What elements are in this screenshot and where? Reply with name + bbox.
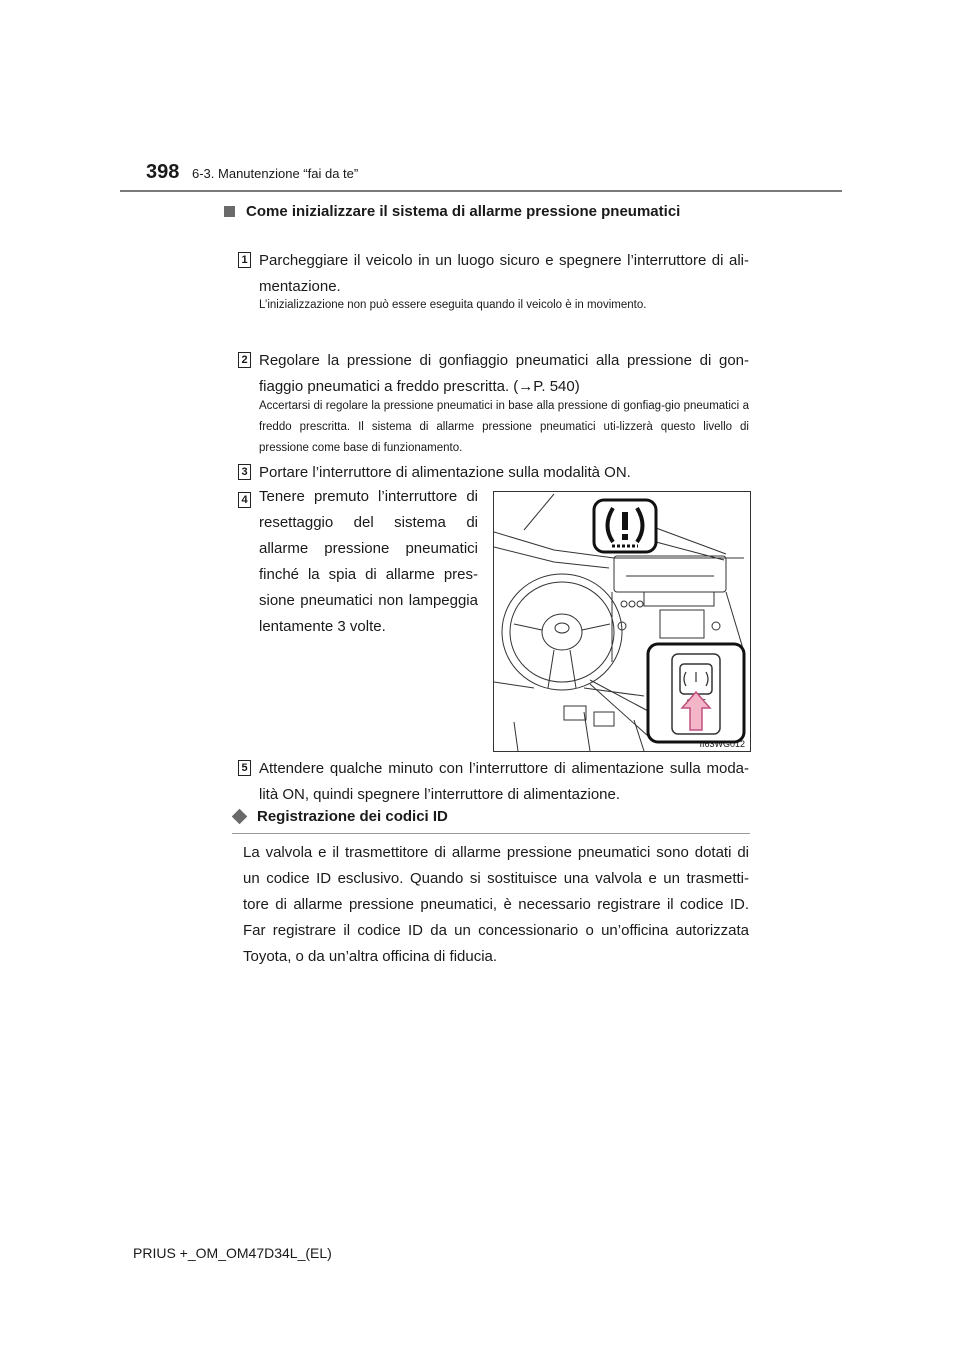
section-heading-text: Come inizializzare il sistema di allarme pressione pneumatici [246, 203, 681, 220]
step-note-1: L’inizializzazione non può essere eseguita quando il veicolo è in movimento. [259, 299, 647, 311]
step-text-5: Attendere qualche minuto con l’interruttore di alimentazione sulla moda-lità ON, quindi spegnere l’interruttore di alimentazione. [259, 760, 749, 803]
subsection-heading-text: Registrazione dei codici ID [257, 808, 448, 825]
step-text-2: Regolare la pressione di gonfiaggio pneumatici alla pressione di gon-fiaggio pneumatici a freddo prescritta. (→P. 540) [259, 352, 749, 395]
section-header: 6-3. Manutenzione “fai da te” [192, 166, 359, 181]
step-number-5: 5 [238, 760, 251, 776]
page-number: 398 [146, 161, 180, 183]
step-text-3: Portare l’interruttore di alimentazione sulla modalità ON. [259, 464, 631, 481]
section-heading [224, 203, 680, 220]
dashboard-drawing [494, 492, 750, 751]
step-text-1: Parcheggiare il veicolo in un luogo sicuro e spegnere l’interruttore di ali-mentazione. [259, 252, 749, 295]
figure-code: II63WG012 [699, 739, 745, 749]
step-number-3: 3 [238, 464, 251, 480]
tire-pressure-warning-icon [594, 500, 656, 552]
subsection-heading [232, 808, 448, 825]
step-number-4: 4 [238, 492, 251, 508]
step-number-2: 2 [238, 352, 251, 368]
header-divider [120, 190, 842, 192]
step-note-2: Accertarsi di regolare la pressione pneumatici in base alla pressione di gonfiag-gio pneumatici a freddo prescritta. Il sistema di allarme pressione pneumatici uti-lizzerà questo livello di pressione come base di funzionamento. [259, 400, 749, 454]
subsection-divider [232, 833, 750, 834]
diamond-bullet-icon [232, 809, 248, 825]
dashboard-illustration [493, 491, 751, 752]
step-number-1: 1 [238, 252, 251, 268]
subsection-body: La valvola e il trasmettitore di allarme pressione pneumatici sono dotati di un codice ID esclusivo. Quando si sostituisce una valvola e un trasmetti-tore di allarme pressione pneumatici, è necessario registrare il codice ID. Far registrare il codice ID da un concessionario o un’officina autorizzata Toyota, o da un’altra officina di fiducia. [243, 844, 749, 965]
step-text-4: Tenere premuto l’interruttore di resettaggio del sistema di allarme pressione pneumatici finché la spia di allarme pres-sione pneumatici non lampeggia lentamente 3 volte. [259, 488, 478, 635]
footer-model-code: PRIUS +_OM_OM47D34L_(EL) [133, 1245, 332, 1261]
square-bullet-icon [224, 206, 235, 217]
